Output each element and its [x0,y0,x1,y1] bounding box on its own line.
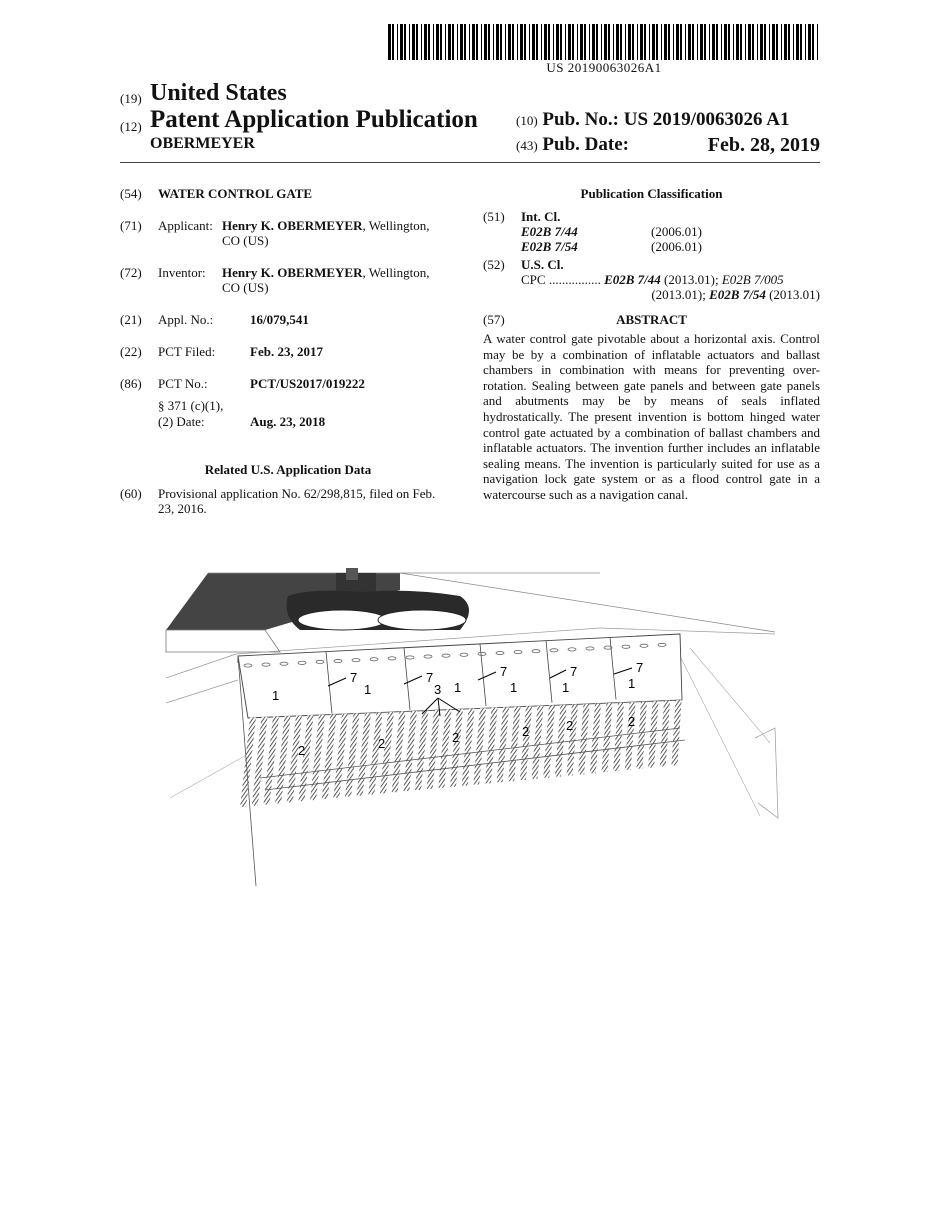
barcode-bar [553,24,554,60]
barcode-bar [772,24,775,60]
ref-2-f: 2 [628,714,636,729]
int-cl-1-version: (2006.01) [651,224,702,239]
barcode-bar [428,24,430,60]
applicant-location: CO (US) [222,233,269,248]
barcode-bar [404,24,406,60]
barcode-bar [460,24,463,60]
barcode-bar [601,24,602,60]
inventor-location: CO (US) [222,280,269,295]
gate-panels [238,634,682,718]
int-cl-2-version: (2006.01) [651,239,702,254]
code-19: (19) [120,91,142,106]
gate-rib [602,703,613,772]
barcode-bar [476,24,478,60]
barcode-bar [500,24,502,60]
code-12: (12) [120,119,142,134]
ref-7-c: 7 [500,664,508,679]
barcode-bar [769,24,770,60]
barcode-bar [572,24,574,60]
barcode-bar [637,24,638,60]
barcode-bar [673,24,674,60]
pub-number: US 2019/0063026 A1 [623,109,790,130]
pct-filed-label: PCT Filed: [158,344,216,359]
barcode-bar [433,24,434,60]
provisional-line2: 23, 2016. [158,501,207,516]
gate-rib [345,713,359,796]
applicant-label: Applicant: [158,218,213,233]
pub-date-line: (43) Pub. Date: Feb. 28, 2019 [516,134,820,156]
gate-rib [438,710,451,788]
barcode-bar [584,24,586,60]
barcode-bar [388,24,391,60]
classification-heading: Publication Classification [580,186,723,201]
gate-rib [415,710,428,790]
barcode-bar [805,24,806,60]
barcode-bar [640,24,643,60]
s371-date-label: (2) Date: [158,414,205,429]
barcode-bar [808,24,811,60]
appl-no-label: Appl. No.: [158,312,214,327]
gate-rib [462,709,475,786]
barcode-bar [536,24,538,60]
barcode-bar [440,24,442,60]
barcode-bar [560,24,562,60]
barcode-bar [397,24,398,60]
barcode-bar [649,24,650,60]
ref-1-c: 1 [454,680,462,695]
gate-rib [473,708,486,784]
barcode-bar [464,24,466,60]
s371-date-value: Aug. 23, 2018 [250,414,326,429]
title-code: (54) [120,186,142,201]
barcode-bar [589,24,590,60]
abstract-text: A water control gate pivotable about a horizontal axis. Control may be by a combination of inflatable actuators and ballast chambers in combination with means for preventing over-rotation. Sealing between gate panels and between gate panels and abutments may be by means of seals inflated hydrostatically. The present invention is bottom hinged water control gate actuated by a combination of ballast chambers and inflatable actuators. The invention further includes an inflatable sealing means. The invention is particularly suited for use as a navigation lock gate system or as a flood control gate in a watercourse such as a navigation canal. [483,331,820,502]
barcode-bar [613,24,614,60]
barcode-bar [668,24,670,60]
barcode-bar [469,24,470,60]
barcode-bar [505,24,506,60]
gate-rib [625,702,636,770]
barcode-bar [436,24,439,60]
barcode-bar [517,24,518,60]
barcode-bar [745,24,746,60]
barcode-bar [625,24,626,60]
ref-7-d: 7 [570,664,578,679]
barcode-bar [548,24,550,60]
barcode-bar [781,24,782,60]
gate-rib [508,707,520,781]
gate-rib [368,712,382,794]
gate-rib [555,705,567,777]
barcode-bar [788,24,790,60]
ref-1-f: 1 [628,676,636,691]
ref-2-a: 2 [298,743,306,758]
barcode-bar [532,24,535,60]
barcode-bar [704,24,706,60]
appl-no-code: (21) [120,312,142,327]
barcode-bar [421,24,422,60]
pct-filed-value: Feb. 23, 2017 [250,344,323,359]
gate-rib [392,711,406,792]
provisional-line1: Provisional application No. 62/298,815, filed on Feb. [158,486,436,501]
barcode-bar [776,24,778,60]
barcode-bar [568,24,571,60]
ref-3: 3 [434,682,442,697]
barcode-bar [472,24,475,60]
gate-rib [613,703,624,772]
ref-2-d: 2 [522,724,530,739]
ref-1-b: 1 [364,682,372,697]
barcode-bar [493,24,494,60]
barcode-bar [656,24,658,60]
barcode-bar [392,24,394,60]
barcode-bar [760,24,763,60]
gate-rib [636,702,647,769]
barcode-bar [709,24,710,60]
gate-rib [322,714,337,799]
barcode-bar [544,24,547,60]
gate-rib [450,709,463,787]
pct-no-code: (86) [120,376,142,391]
gate-rib [532,706,544,779]
barcode-bar [512,24,514,60]
barcode-bar [580,24,583,60]
barcode-bar [685,24,686,60]
barcode-bar [445,24,446,60]
ref-2-b: 2 [378,736,386,751]
ref-7-e: 7 [636,660,644,675]
int-cl-1: E02B 7/44 [521,224,578,239]
barcode-bar [724,24,727,60]
gate-rib [403,711,417,791]
barcode-bar [620,24,622,60]
barcode-bar [628,24,631,60]
barcode-bar [488,24,490,60]
barcode-bar [592,24,595,60]
abstract-code: (57) [483,312,505,327]
barcode-bar [644,24,646,60]
barcode-bar [596,24,598,60]
barcode-bar [728,24,730,60]
barcode-bar [616,24,619,60]
barcode-bar [733,24,734,60]
gate-rib [543,705,555,777]
gate-rib [485,708,498,784]
barcode-bar [508,24,511,60]
barcode-bar [481,24,482,60]
applicant-code: (71) [120,218,142,233]
barcode-bar [692,24,694,60]
barcode-bar [680,24,682,60]
barcode-bar [757,24,758,60]
publication-type: Patent Application Publication [150,106,478,133]
gate-rib [648,701,658,768]
barcode-bar [716,24,718,60]
barcode-bar [796,24,799,60]
inventor: Henry K. OBERMEYER, Wellington, [222,265,430,280]
barcode-bar [721,24,722,60]
barcode-bar [676,24,679,60]
inventor-code: (72) [120,265,142,280]
barcode-bar [712,24,715,60]
barcode-bar [700,24,703,60]
cpc-line1: CPC ................ E02B 7/44 (2013.01); E02B 7/005 [521,272,784,287]
related-heading: Related U.S. Application Data [204,462,372,477]
int-cl-label: Int. Cl. [521,209,561,224]
barcode-bar [496,24,499,60]
gate-rib [380,712,394,794]
barcode-bar [817,24,818,60]
pct-filed-code: (22) [120,344,142,359]
gate-rib [427,710,440,789]
barcode-bar [697,24,698,60]
pct-no-value: PCT/US2017/019222 [250,376,365,391]
barcode-bar [784,24,787,60]
gate-rib [660,701,670,767]
barcode-bar [524,24,526,60]
appl-no-value: 16/079,541 [250,312,309,327]
barcode-bar [400,24,403,60]
ref-1-d: 1 [510,680,518,695]
ref-1-a: 1 [272,688,280,703]
header-rule [120,162,820,163]
us-cl-code: (52) [483,257,505,272]
barcode-bar [736,24,739,60]
gate-rib [497,707,509,782]
int-cl-2: E02B 7/54 [521,239,578,254]
pub-number-line: (10) Pub. No.: US 2019/0063026 A1 [516,109,790,130]
inventor-label: Inventor: [158,265,206,280]
gate-rib [298,715,313,801]
barcode-bar [520,24,523,60]
barcode-bar [416,24,418,60]
gate-rib [671,700,681,765]
applicant: Henry K. OBERMEYER, Wellington, [222,218,430,233]
ref-2-e: 2 [566,718,574,733]
barcode-bar [661,24,662,60]
barcode-bar [748,24,751,60]
barcode-bar [424,24,427,60]
barcode-bar [577,24,578,60]
barcode-bar [452,24,454,60]
gate-rib [357,713,371,796]
barcode-bar [556,24,559,60]
barcode [388,24,820,60]
gate-rib [310,715,325,800]
barcode-bar [565,24,566,60]
barcode-bar [412,24,415,60]
us-cl-label: U.S. Cl. [521,257,564,272]
ref-7-b: 7 [426,670,434,685]
header-inventor: OBERMEYER [150,135,255,152]
barcode-bar [632,24,634,60]
barcode-bar [457,24,458,60]
barcode-bar [793,24,794,60]
barcode-bar [664,24,667,60]
gate-rib [520,706,532,780]
country: United States [150,80,287,106]
int-cl-code: (51) [483,209,505,224]
barcode-bar [752,24,754,60]
barcode-bar [541,24,542,60]
abstract-heading: ABSTRACT [616,312,687,327]
barcode-bar [688,24,691,60]
barcode-bar [608,24,610,60]
barcode-bar [448,24,451,60]
barcode-bar [604,24,607,60]
barcode-bar [529,24,530,60]
ref-2-c: 2 [452,730,460,745]
pct-no-label: PCT No.: [158,376,208,391]
barcode-bar [652,24,655,60]
barcode-bar [409,24,410,60]
cpc-line2: (2013.01); E02B 7/54 (2013.01) [651,287,820,302]
ref-7-a: 7 [350,670,358,685]
barcode-bar [484,24,487,60]
barcode-bar [764,24,766,60]
barcode-bar [800,24,802,60]
barcode-bar [740,24,742,60]
patent-drawing [160,568,790,888]
s371-label: § 371 (c)(1), [158,398,224,413]
ref-1-e: 1 [562,680,570,695]
invention-title: WATER CONTROL GATE [158,186,313,201]
pub-date: Feb. 28, 2019 [707,134,820,156]
barcode-bar [812,24,814,60]
gate-rib [333,714,348,798]
barcode-number: US 20190063026A1 [546,60,662,75]
provisional-code: (60) [120,486,142,501]
